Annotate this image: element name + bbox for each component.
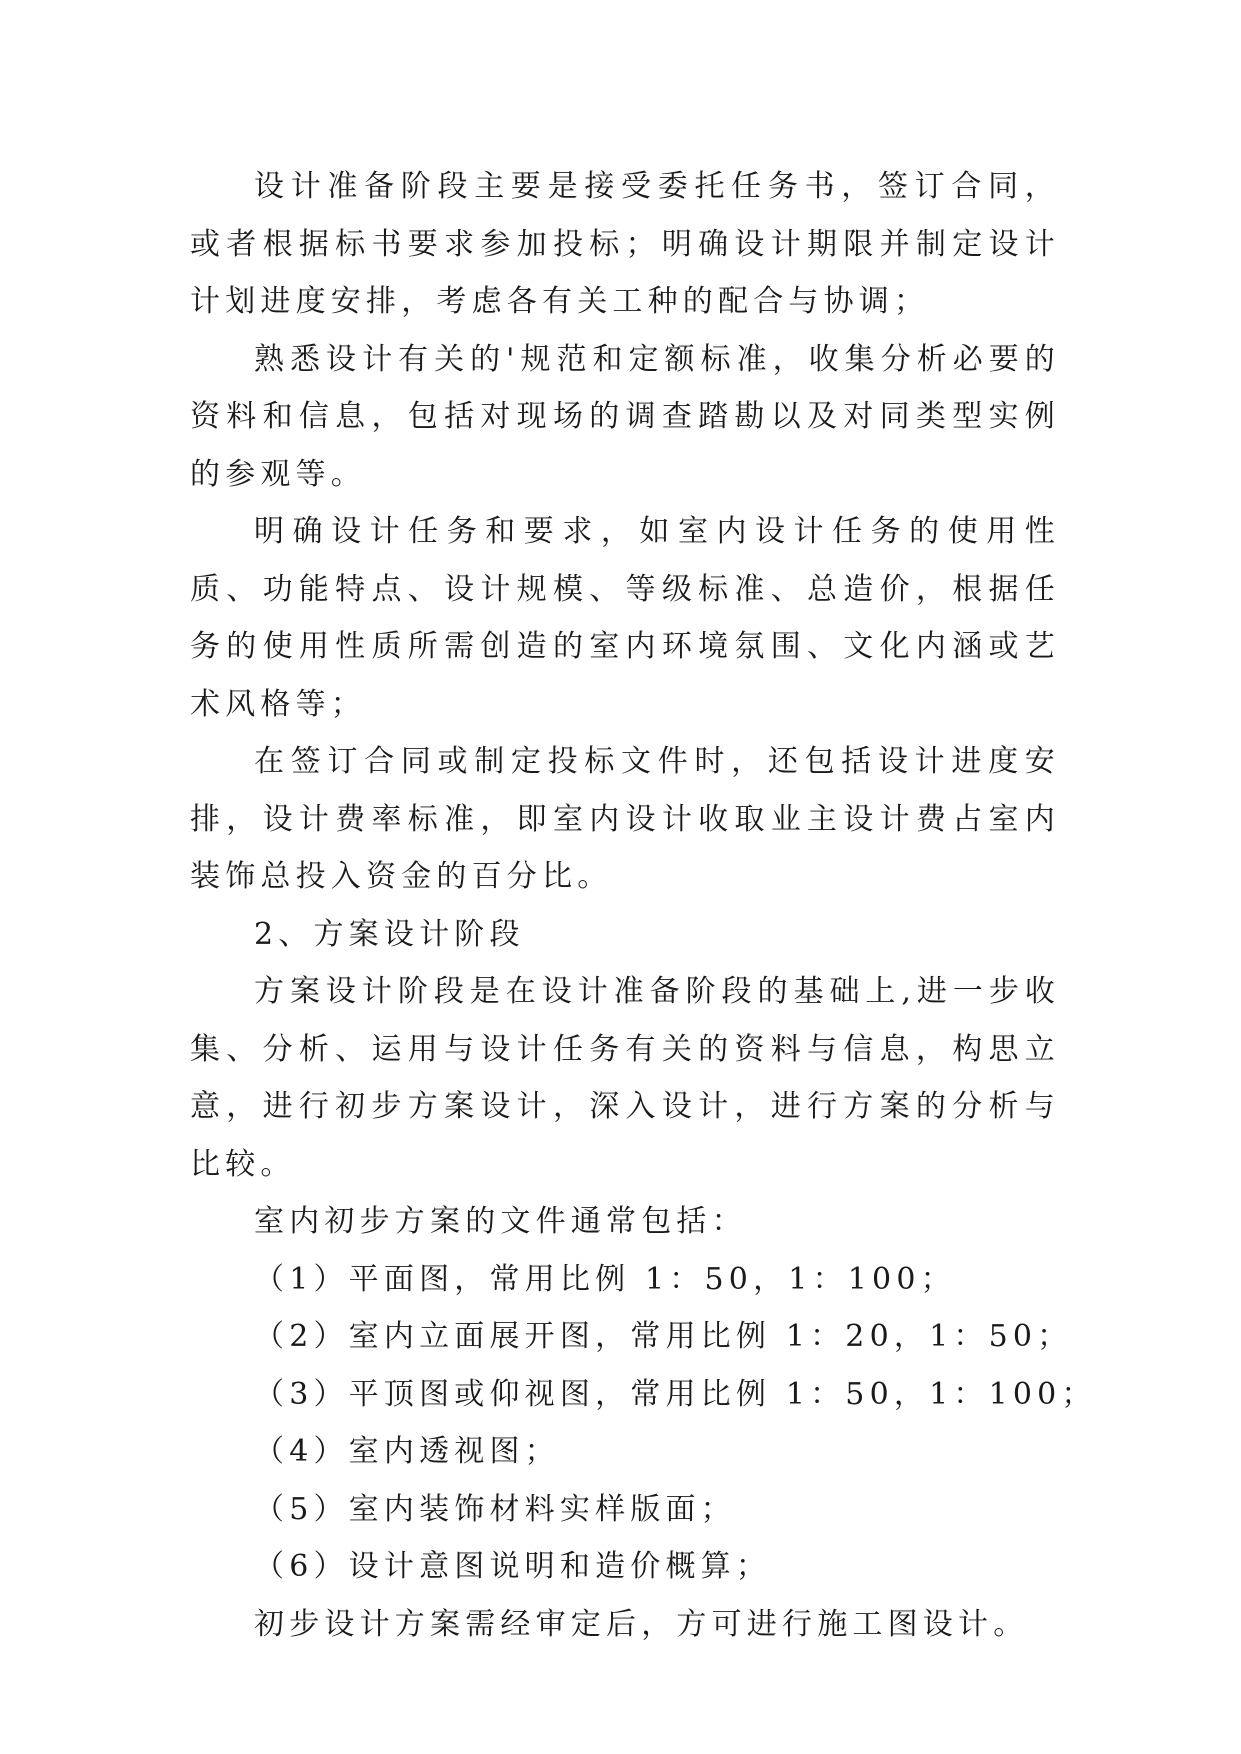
paragraph-preliminary-documents: 室内初步方案的文件通常包括： <box>254 1204 747 1239</box>
list-item-elevation: （2）室内立面展开图，常用比例 1：20，1：50； <box>254 1319 1073 1354</box>
paragraph-design-preparation: 设计准备阶段主要是接受委托任务书，签订合同，或者根据标书要求参加投标；明确设计期限并制定设计计划进度安排，考虑各有关工种的配合与协调； <box>190 169 1060 319</box>
list-item-design-notes: （6）设计意图说明和造价概算； <box>254 1549 772 1584</box>
document-body <box>190 158 1097 1653</box>
list-item-material-board: （5）室内装饰材料实样版面； <box>254 1491 736 1527</box>
list-item-floor-plan: （1）平面图，常用比例 1：50，1：100； <box>254 1261 956 1297</box>
paragraph-scheme-design: 方案设计阶段是在设计准备阶段的基础上,进一步收集、分析、运用与设计任务有关的资料与信息，构思立意，进行初步方案设计，深入设计，进行方案的分析与比较。 <box>190 974 1060 1182</box>
list-item-perspective: （4）室内透视图； <box>254 1434 560 1469</box>
list-item-ceiling-plan: （3）平顶图或仰视图，常用比例 1：50，1：100； <box>254 1376 1097 1412</box>
paragraph-standards-research: 熟悉设计有关的'规范和定额标准，收集分析必要的资料和信息，包括对现场的调查踏勘以及对同类型实例的参观等。 <box>190 341 1060 492</box>
paragraph-closing: 初步设计方案需经审定后，方可进行施工图设计。 <box>254 1606 1029 1642</box>
paragraph-contract-fees: 在签订合同或制定投标文件时，还包括设计进度安排，设计费率标准，即室内设计收取业主设计费占室内装饰总投入资金的百分比。 <box>190 744 1060 894</box>
section-heading-scheme-design: 2、方案设计阶段 <box>254 916 525 952</box>
paragraph-task-requirements: 明确设计任务和要求，如室内设计任务的使用性质、功能特点、设计规模、等级标准、总造价，根据任务的使用性质所需创造的室内环境氛围、文化内涵或艺术风格等； <box>190 514 1060 722</box>
